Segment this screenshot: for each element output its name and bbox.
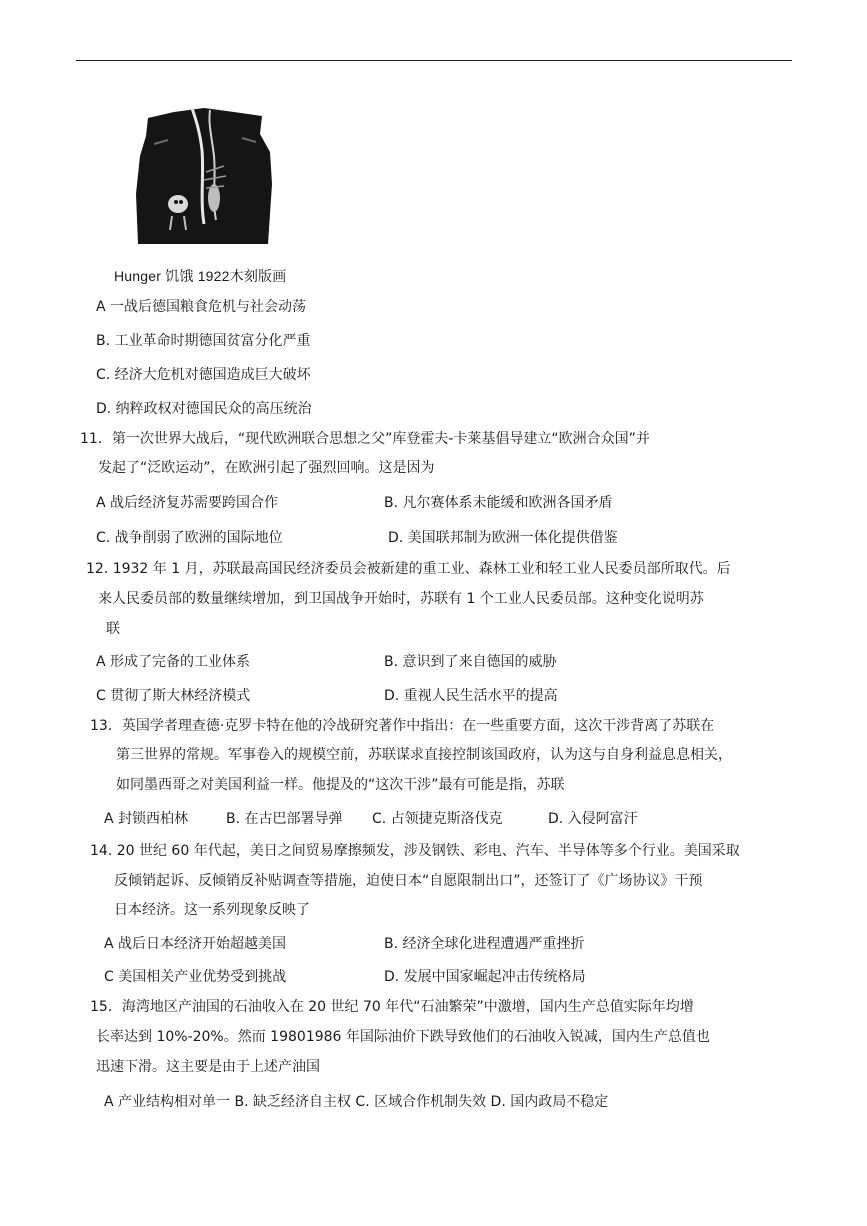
q15-stem-line-2: 长率达到 10%-20%。然而 19801986 年国际油价下跌导致他们的石油收入锐减，国内生产总值也: [96, 1029, 710, 1045]
q12-stem-line-2: 来人民委员部的数量继续增加，到卫国战争开始时，苏联有 1 个工业人民委员部。这种变化说明苏: [98, 591, 704, 607]
q12-stem-line-1: 12. 1932 年 1 月，苏联最高国民经济委员会被新建的重工业、森林工业和轻工业人民委员部所取代。后: [86, 561, 731, 577]
q14-option-b: B. 经济全球化进程遭遇严重挫折: [384, 936, 585, 952]
q15-stem-line-3: 迅速下滑。这主要是由于上述产油国: [96, 1059, 320, 1075]
q14-option-c: C 美国相关产业优势受到挑战: [104, 969, 287, 985]
q13-option-a: A 封锁西柏林: [104, 811, 189, 827]
q13-option-d: D. 入侵阿富汗: [548, 811, 638, 827]
q15-options: A 产业结构相对单一 B. 缺乏经济自主权 C. 区域合作机制失效 D. 国内政局不稳定: [104, 1094, 609, 1110]
q11-option-d: D. 美国联邦制为欧洲一体化提供借鉴: [388, 530, 618, 546]
q13-stem-line-2: 第三世界的常规。军事卷入的规模空前，苏联谋求直接控制该国政府，认为这与自身利益息息相关，: [116, 747, 732, 763]
q11-option-b: B. 凡尔赛体系未能缓和欧洲各国矛盾: [384, 495, 613, 511]
q11-option-c: C. 战争削弱了欧洲的国际地位: [96, 530, 283, 546]
q14-option-a: A 战后日本经济开始超越美国: [104, 936, 287, 952]
q12-option-a: A 形成了完备的工业体系: [96, 654, 251, 670]
q12-option-c: C 贯彻了斯大林经济模式: [96, 688, 251, 704]
q11-option-a: A 战后经济复苏需要跨国合作: [96, 495, 279, 511]
q13-stem-line-1: 13．英国学者理查德·克罗卡特在他的冷战研究著作中指出：在一些重要方面，这次干涉背离了苏联在: [90, 718, 715, 734]
q13-option-c: C. 占领捷克斯洛伐克: [372, 811, 503, 827]
q10-option-b: B. 工业革命时期德国贫富分化严重: [96, 333, 311, 349]
q12-option-b: B. 意识到了来自德国的威胁: [384, 654, 557, 670]
hunger-woodcut-image: [134, 104, 276, 244]
q12-option-d: D. 重视人民生活水平的提高: [384, 688, 558, 704]
q14-stem-line-3: 日本经济。这一系列现象反映了: [114, 902, 310, 918]
q11-stem-line-1: 11．第一次世界大战后，“现代欧洲联合思想之父”库登霍夫-卡莱基倡导建立“欧洲合众国”并: [80, 431, 650, 447]
q14-stem-line-1: 14. 20 世纪 60 年代起，美日之间贸易摩擦频发，涉及钢铁、彩电、汽车、半导体等多个行业。美国采取: [90, 843, 740, 859]
header-rule: [76, 60, 792, 61]
q12-stem-line-3: 联: [106, 621, 120, 637]
q13-stem-line-3: 如同墨西哥之对美国利益一样。他提及的“这次干涉”最有可能是指，苏联: [116, 777, 565, 793]
q10-option-d: D. 纳粹政权对德国民众的高压统治: [96, 401, 312, 417]
q10-option-a: A 一战后德国粮食危机与社会动荡: [96, 299, 307, 315]
q14-stem-line-2: 反倾销起诉、反倾销反补贴调查等措施，迫使日本“自愿限制出口”，还签订了《广场协议》干预: [114, 873, 703, 889]
q10-option-c: C. 经济大危机对德国造成巨大破坏: [96, 367, 311, 383]
q13-option-b: B. 在古巴部署导弹: [226, 811, 343, 827]
q14-option-d: D. 发展中国家崛起冲击传统格局: [384, 969, 586, 985]
figure-caption: Hunger 饥饿 1922木刻版画: [114, 268, 287, 284]
q11-stem-line-2: 发起了“泛欧运动”，在欧洲引起了强烈回响。这是因为: [98, 460, 435, 476]
q15-stem-line-1: 15．海湾地区产油国的石油收入在 20 世纪 70 年代“石油繁荣”中激增，国内生产总值实际年均增: [90, 999, 694, 1015]
